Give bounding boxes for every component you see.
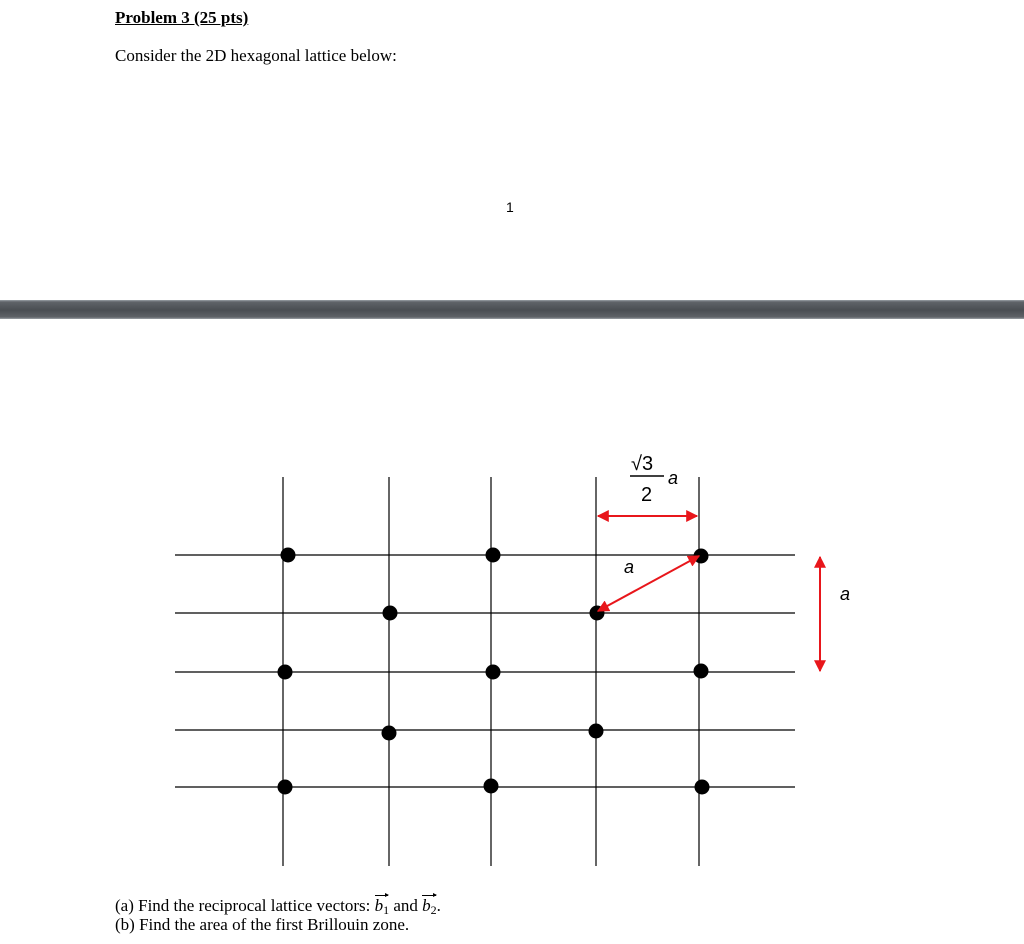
lattice-point xyxy=(281,548,296,563)
sqrt3-suffix-a: a xyxy=(668,468,679,488)
problem-title: Problem 3 (25 pts) xyxy=(115,8,249,27)
question-b: (b) Find the area of the first Brillouin zone. xyxy=(115,915,410,934)
diagonal-a-label: a xyxy=(624,557,635,577)
sqrt3-half-a-label xyxy=(630,453,678,506)
problem-intro: Consider the 2D hexagonal lattice below: xyxy=(115,46,397,65)
question-a-and: and xyxy=(389,896,423,915)
lattice-point xyxy=(589,724,604,739)
sqrt3-numerator: √3 xyxy=(631,453,654,475)
vector-b1: $b_1$ xyxy=(375,893,390,918)
lattice-point xyxy=(694,549,709,564)
vector-b2: $b_2$ xyxy=(422,893,437,918)
lattice-point xyxy=(694,664,709,679)
lattice-point xyxy=(486,665,501,680)
lattice-point xyxy=(486,548,501,563)
question-a-suffix: . xyxy=(436,896,441,915)
lattice-point xyxy=(695,780,710,795)
question-a-text: (a) Find the reciprocal lattice vectors: xyxy=(115,896,375,915)
lattice-point xyxy=(383,606,398,621)
page-number: 1 xyxy=(506,199,514,215)
lattice-point xyxy=(382,726,397,741)
lattice-point xyxy=(278,780,293,795)
lattice-point xyxy=(484,779,499,794)
diagonal-spacing-arrow xyxy=(598,556,699,611)
sqrt3-denominator: 2 xyxy=(641,484,653,506)
vertical-a-label: a xyxy=(840,584,851,604)
lattice-point xyxy=(278,665,293,680)
